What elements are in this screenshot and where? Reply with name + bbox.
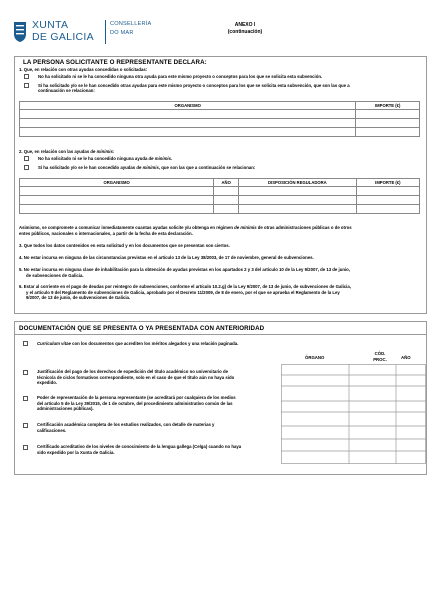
logo-consellaria-text: CONSELLERÍA — [110, 21, 152, 27]
table-row — [20, 119, 420, 128]
cv-checkbox[interactable] — [23, 341, 28, 346]
organismo-cell[interactable] — [20, 128, 356, 137]
asimismo-text-1: Asimismo, se compromete a comunicar inmediatamente cuantas ayudas solicite y/u obtenga en régimen de minimis de otras administraciones públicas o de otros — [19, 225, 352, 230]
item-1-option-yes-text-2: continuación se relacionan: — [38, 88, 95, 93]
organismo-cell[interactable] — [20, 187, 214, 196]
doc-1-checkbox[interactable] — [23, 370, 28, 375]
cv-text: Curriculum vitae con los documentos que acrediten los méritos alegados y una relación paginada. — [37, 340, 239, 346]
item-6-text-1: 6. Estar al corriente en el pago de deudas por reintegro de subvenciones, conforme el artículo 10.2.g) de la Ley 9/2007, de 13 de junio, de subvenciones de Galicia, — [19, 284, 351, 289]
item-1-option-no-checkbox[interactable] — [24, 74, 29, 79]
importe-cell[interactable] — [356, 128, 420, 137]
item-2-option-yes-checkbox[interactable] — [24, 165, 29, 170]
doc-3-checkbox[interactable] — [23, 423, 28, 428]
minimis-col-importe: IMPORTE (€) — [356, 179, 419, 187]
item-2-option-no-checkbox[interactable] — [24, 156, 29, 161]
logo-galicia-text: DE GALICIA — [32, 31, 94, 43]
documentation-title: DOCUMENTACIÓN QUE SE PRESENTA O YA PRESENTADA CON ANTERIORIDAD — [19, 325, 265, 332]
importe-cell[interactable] — [356, 187, 419, 196]
other-aids-col-importe: IMPORTE (€) — [356, 102, 420, 110]
ano-cell[interactable] — [214, 196, 239, 205]
table-row — [20, 196, 420, 205]
doc-1-text: Justificación del pago de los derechos de expedición del título académico no universitario de técnico/a de ciclos formativos correspondiente, solo en el caso de que el título aún no haya sido expedido. — [37, 369, 235, 386]
col-proc-label: PROC. — [373, 356, 387, 362]
disposicion-cell[interactable] — [239, 196, 357, 205]
disposicion-cell[interactable] — [239, 205, 357, 214]
declaration-section — [14, 56, 427, 314]
col-cod-label: CÓD. — [374, 351, 386, 356]
table-row — [20, 187, 420, 196]
table-row — [20, 128, 420, 137]
item-1-option-yes-checkbox[interactable] — [24, 83, 29, 88]
item-1-option-yes-text-1: Sí ha solicitado y/o se le han concedido otras ayudas para este mismo proyecto o conceptos para los que se solicita esta subvención, que son las que a — [38, 82, 350, 88]
item-1-text: 1. Que, en relación con otras ayudas concedidas o solicitadas: — [19, 67, 148, 72]
documentation-organo-grid — [281, 364, 426, 464]
other-aids-col-organismo: ORGANISMO — [20, 102, 356, 110]
logo-mar-text: DO MAR — [110, 30, 134, 36]
item-4-text: 4. No estar incursa en ninguna de las circunstancias previstas en el artículo 13 de la Ley 38/2003, de 17 de noviembre, general de subvenciones. — [19, 255, 314, 260]
documentation-title-divider — [15, 334, 426, 335]
xunta-logo — [13, 19, 152, 48]
col-cod-proc-header — [365, 351, 395, 362]
minimis-col-organismo: ORGANISMO — [20, 179, 214, 187]
table-row — [20, 205, 420, 214]
organismo-cell[interactable] — [20, 110, 356, 119]
logo-xunta-text: XUNTA — [32, 19, 69, 31]
galicia-shield-icon — [13, 21, 27, 43]
item-5-text-1: 5. No estar incursa en ninguna clase de inhabilitación para la obtención de ayudas previstas en los apartados 2 y 3 del artículo 10 de la Ley 9/2007, de 13 de junio, — [19, 267, 350, 272]
importe-cell[interactable] — [356, 196, 419, 205]
doc-2-checkbox[interactable] — [23, 396, 28, 401]
anexo-label — [220, 22, 270, 36]
anexo-title: ANEXO I — [234, 22, 256, 28]
organismo-cell[interactable] — [20, 196, 214, 205]
importe-cell[interactable] — [356, 205, 419, 214]
doc-3-text: Certificación académica completa de los estudios realizados, con detalle de materias y calificaciones. — [37, 422, 215, 433]
ano-cell[interactable] — [214, 205, 239, 214]
logo-separator — [105, 20, 106, 44]
anexo-subtitle: (continuación) — [227, 29, 263, 35]
minimis-aids-table — [19, 178, 420, 214]
item-6-text-2: y el artículo 9 del Reglamento de subvenciones de Galicia, aprobado por el Decreto 11/2009, de 8 de enero, por el que se aprueba el Reglamento de la Ley — [26, 289, 340, 295]
minimis-col-ano: AÑO — [214, 179, 239, 187]
item-2-option-no-text: No ha solicitado ni se le ha concedido ninguna ayuda de minimis. — [38, 155, 173, 161]
declaration-title: LA PERSONA SOLICITANTE O REPRESENTANTE DECLARA: — [23, 59, 207, 66]
asimismo-text-2: entes públicos, nacionales o internacionales, a partir de la fecha de esta declaración. — [19, 230, 193, 236]
table-row — [20, 110, 420, 119]
item-3-text: 3. Que todos los datos contenidos en esta solicitud y en los documentos que se presentan son ciertos. — [19, 243, 230, 248]
documentation-section — [14, 321, 427, 475]
disposicion-cell[interactable] — [239, 187, 357, 196]
item-1-option-no-text: No ha solicitado ni se le ha concedido ninguna otra ayuda para este mismo proyecto o conceptos para los que se solicita esta subvención. — [38, 73, 323, 79]
item-2-option-yes-text: Sí ha solicitado y/o se le han concedido ayudas de minimis, que son las que a continuación se relacionan: — [38, 164, 256, 170]
col-ano-header: AÑO — [401, 355, 411, 360]
doc-4-checkbox[interactable] — [23, 445, 28, 450]
ano-cell[interactable] — [214, 187, 239, 196]
doc-4-text: Certificado acreditativo de los niveles de conocimiento de la lengua gallega (Celga) cuando no haya sido expedido por la Xunta de Galicia. — [37, 444, 242, 455]
organismo-cell[interactable] — [20, 205, 214, 214]
importe-cell[interactable] — [356, 119, 420, 128]
minimis-col-disposicion: DISPOSICIÓN REGULADORA — [239, 179, 357, 187]
item-6-text-3: 9/2007, de 13 de junio, de subvenciones de Galicia. — [26, 295, 131, 300]
other-aids-table — [19, 101, 420, 137]
importe-cell[interactable] — [356, 110, 420, 119]
organismo-cell[interactable] — [20, 119, 356, 128]
col-organo-header: ÓRGANO — [305, 355, 325, 360]
item-2-text: 2. Que, en relación con las ayudas de minimis: — [19, 149, 115, 154]
doc-2-text: Poder de representación de la persona representante (se acreditará por cualquiera de los medios del artículo 5 de la Ley 39/2015, de 1 de octubre, del procedimiento administrativo común de las administraciones públicas). — [37, 395, 236, 412]
item-5-text-2: de subvenciones de Galicia. — [26, 272, 84, 278]
